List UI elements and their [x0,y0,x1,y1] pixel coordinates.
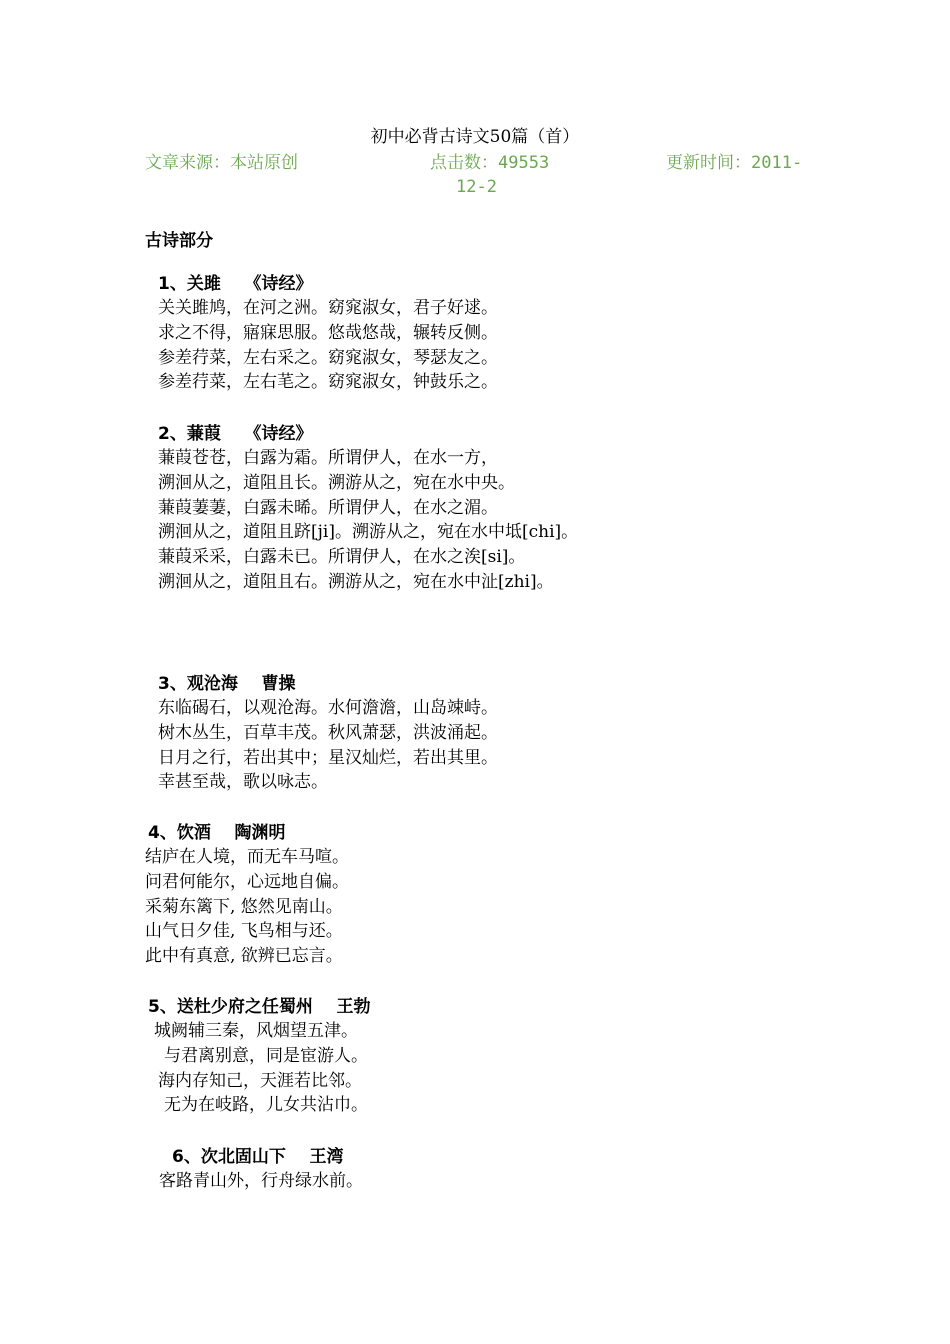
poem-songdushaofu [148,995,371,1118]
section-heading: 古诗部分 [145,231,213,251]
poem-line: 采菊东篱下, 悠然见南山。 [145,896,343,917]
poem-line: 参差荇菜，左右芼之。窈窕淑女，钟鼓乐之。 [158,372,498,393]
document-title: 初中必背古诗文50篇（首） [370,127,580,147]
poem-line: 溯洄从之，道阻且长。溯游从之，宛在水中央。 [158,472,515,493]
poem-line: 溯洄从之，道阻且右。溯游从之，宛在水中沚[zhi]。 [158,571,554,592]
poem-line: 蒹葭采采，白露未已。所谓伊人，在水之涘[si]。 [158,547,526,568]
article-source: 文章来源：本站原创 [145,153,298,173]
poem-cibeigushan [159,1145,363,1194]
poem-line: 蒹葭萋萋，白露未晞。所谓伊人，在水之湄。 [158,497,498,518]
update-time: 更新时间：2011- [666,153,803,173]
poem-line: 树木丛生，百草丰茂。秋风萧瑟，洪波涌起。 [158,722,498,743]
poem-line: 客路青山外，行舟绿水前。 [159,1171,363,1191]
poem-line: 海内存知己，天涯若比邻。 [158,1070,362,1091]
poem-heading: 1、关雎 《诗经》 [158,274,313,294]
poem-line: 关关雎鸠，在河之洲。窈窕淑女，君子好逑。 [158,298,498,318]
poem-jianjia [158,422,578,595]
poem-heading: 5、送杜少府之任蜀州 王勃 [148,997,371,1017]
poem-line: 无为在岐路，儿女共沾巾。 [164,1095,368,1116]
poem-line: 山气日夕佳, 飞鸟相与还。 [145,921,343,942]
poem-line: 东临碣石，以观沧海。水何澹澹，山岛竦峙。 [158,698,498,718]
poem-yinjiu [145,821,349,969]
poem-line: 与君离别意，同是宦游人。 [164,1045,368,1066]
poem-line: 此中有真意, 欲辨已忘言。 [145,946,343,967]
poem-heading: 4、饮酒 陶渊明 [148,823,286,843]
poem-line: 蒹葭苍苍，白露为霜。所谓伊人，在水一方， [158,448,498,468]
poem-line: 参差荇菜，左右采之。窈窕淑女，琴瑟友之。 [158,347,498,368]
poem-guanju [158,272,498,395]
poem-line: 求之不得，寤寐思服。悠哉悠哉，辗转反侧。 [158,322,498,343]
update-time-continued: 12-2 [456,177,497,197]
poem-line: 日月之行，若出其中；星汉灿烂，若出其里。 [158,747,498,768]
poem-heading: 6、次北固山下 王湾 [172,1147,344,1167]
click-count: 点击数：49553 [430,153,550,173]
poem-guancanghai [158,672,498,795]
poem-line: 结庐在人境，而无车马喧。 [145,847,349,867]
poem-line: 问君何能尔，心远地自偏。 [145,871,349,892]
poem-heading: 2、蒹葭 《诗经》 [158,424,313,444]
poem-line: 幸甚至哉，歌以咏志。 [158,772,328,793]
poem-line: 城阙辅三秦，风烟望五津。 [154,1021,358,1041]
poem-line: 溯洄从之，道阻且跻[ji]。溯游从之，宛在水中坻[chi]。 [158,522,579,543]
poem-heading: 3、观沧海 曹操 [158,674,296,694]
